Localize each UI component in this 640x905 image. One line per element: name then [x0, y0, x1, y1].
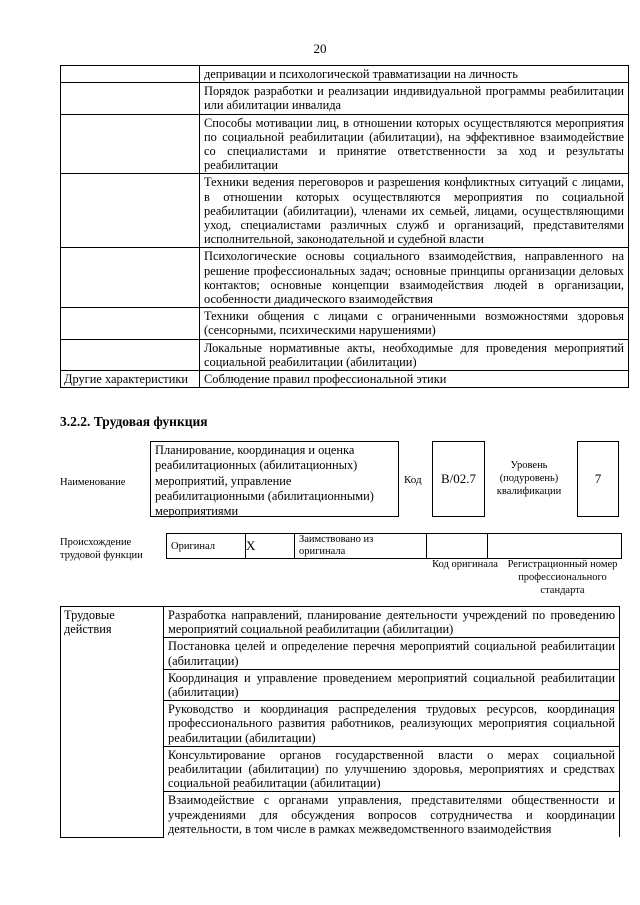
table-row: [61, 174, 629, 248]
reg-number-label: Регистрационный номер профессионального стандарта: [507, 559, 618, 596]
reg-number-cell: [488, 534, 622, 559]
row-text: Порядок разработки и реализации индивидуальной программы реабилитации или абилитации инвалида: [200, 83, 629, 114]
row-label: [61, 339, 200, 370]
row-label: [61, 174, 200, 248]
code-value-box: B/02.7: [432, 441, 485, 517]
labor-actions-table: [60, 606, 620, 838]
original-label: Оригинал: [167, 534, 246, 559]
original-mark: X: [246, 534, 295, 559]
row-text: Техники ведения переговоров и разрешения конфликтных ситуаций с лицами, в отношении которых осуществляются мероприятия по социальной реабилитации (абилитации), членами их семьей, лицами, осуществляющими уход, специалистами различных служб и организаций, представителями исполнительной, законодательной и судебной власти: [200, 174, 629, 248]
section-title: 3.2.2. Трудовая функция: [60, 414, 208, 429]
row-text: Соблюдение правил профессиональной этики: [200, 371, 629, 388]
table-row: [61, 607, 620, 638]
code-label: Код: [404, 474, 422, 486]
name-label: Наименование: [60, 477, 126, 488]
table-row: [61, 339, 629, 370]
page-number: 20: [313, 41, 327, 56]
row-label: [61, 83, 200, 114]
labor-action-item: Взаимодействие с органами управления, представителями общественности и учреждениями для обсуждения вопросов сотрудничества и координации деятельности, в том числе в рамках межведомственного взаимодействия: [164, 792, 620, 837]
row-label: [61, 248, 200, 308]
row-text: депривации и психологической травматизации на личность: [200, 66, 629, 83]
borrowed-label: Заимствовано из оригинала: [295, 534, 427, 559]
row-text: Психологические основы социального взаимодействия, направленного на решение профессиональных задач; основные принципы организации деловых контактов; основные концепции взаимодействия людей в организации, особенности диадического взаимодействия: [200, 248, 629, 308]
table-row: [61, 248, 629, 308]
labor-actions-label: Трудовые действия: [61, 607, 164, 838]
table-row: [61, 371, 629, 388]
row-label: [61, 66, 200, 83]
labor-action-item: Постановка целей и определение перечня мероприятий социальной реабилитации (абилитации): [164, 638, 620, 669]
table-row: [61, 308, 629, 339]
level-value-box: 7: [577, 441, 619, 517]
labor-action-item: Разработка направлений, планирование деятельности учреждений по проведению мероприятий социальной реабилитации (абилитации): [164, 607, 620, 638]
row-label: [61, 114, 200, 174]
row-text: Локальные нормативные акты, необходимые для проведения мероприятий социальной реабилитации (абилитации): [200, 339, 629, 370]
table-row: [61, 114, 629, 174]
labor-action-item: Координация и управление проведением мероприятий социальной реабилитации (абилитации): [164, 669, 620, 700]
labor-action-item: Руководство и координация распределения трудовых ресурсов, координация профессионального развития работников, реализующих мероприятия социальной реабилитации (абилитации): [164, 701, 620, 747]
code-original-cell: [427, 534, 488, 559]
origin-table: [166, 533, 622, 559]
table-row: [61, 83, 629, 114]
table-row: [167, 534, 622, 559]
table-row: [61, 66, 629, 83]
row-label: Другие характеристики: [61, 371, 200, 388]
row-text: Техники общения с лицами с ограниченными возможностями здоровья (сенсорными, психическими нарушениями): [200, 308, 629, 339]
function-name-box: Планирование, координация и оценка реабилитационных (абилитационных) мероприятий, управление реабилитационными (абилитационными) мероприятиями: [150, 441, 399, 517]
level-label: Уровень (подуровень) квалификации: [496, 460, 562, 497]
labor-action-item: Консультирование органов государственной власти о мерах социальной реабилитации (абилитации) по улучшению здоровья, мероприятиях и средствах социальной реабилитации (абилитации): [164, 746, 620, 792]
row-label: [61, 308, 200, 339]
code-original-label: Код оригинала: [432, 559, 498, 570]
row-text: Способы мотивации лиц, в отношении которых осуществляются мероприятия по социальной реабилитации (абилитации), на эффективное взаимодействие со специалистами и принятие ответственности за ход и результаты реабилитации: [200, 114, 629, 174]
knowledge-table-continuation: [60, 65, 629, 388]
origin-label: Происхождение трудовой функции: [60, 537, 143, 561]
